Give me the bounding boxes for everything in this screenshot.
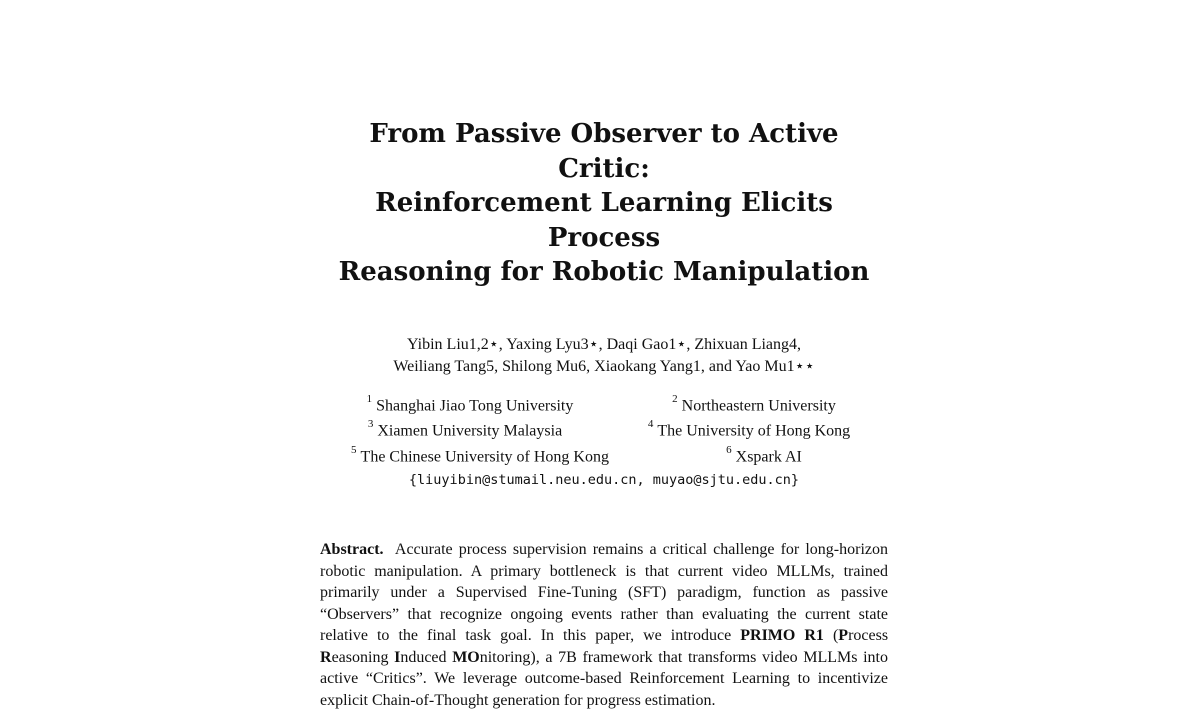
author-line: Yibin Liu1,2⋆, Yaxing Lyu3⋆, Daqi Gao1⋆, Zhixuan Liang4, (406, 335, 802, 353)
contact-email: {liuyibin@stumail.neu.edu.cn, muyao@sjtu.edu.cn} (408, 471, 800, 488)
title-line: Reasoning for Robotic Manipulation (338, 257, 870, 287)
author-line: Weiliang Tang5, Shilong Mu6, Xiaokang Yang1, and Yao Mu1⋆⋆ (393, 358, 815, 375)
paper-first-page (320, 0, 888, 727)
model-name: PRIMO R1 (740, 627, 824, 645)
affiliation-4: $^4$ The University of Hong Kong (647, 418, 851, 440)
paper-title (320, 117, 888, 290)
abstract: Abstract. Accurate process supervision remains a critical challenge for long-horizon robotic manipulation. A primary bottleneck is that current video MLLMs, trained primarily under a Supervised Fine-Tuning (SFT) paradigm, function as passive “Observers” that recognize ongoing events rather than evaluating the current state relative to the final task goal. In this paper, we introduce PRIMO R1 (Process Reasoning Induced MOnitoring), a 7B framework that transforms video MLLMs into active “Critics”. We leverage outcome-based Reinforcement Learning to incentivize explicit Chain-of-Thought generation for progress estimation. (320, 541, 889, 709)
affiliation-1: $^1$ Shanghai Jiao Tong University (366, 392, 574, 414)
affiliations (320, 391, 888, 492)
title-line: From Passive Observer to Active Critic: (369, 119, 839, 184)
arxiv-sidebar-stamp (4, 0, 84, 648)
abstract-label: Abstract. (320, 541, 384, 559)
affiliation-3: $^3$ Xiamen University Malaysia (367, 418, 563, 440)
affiliation-2: $^2$ Northeastern University (672, 392, 836, 414)
affiliation-6: $^6$ Xspark AI (726, 444, 802, 466)
affiliation-5: $^5$ The Chinese University of Hong Kong (351, 444, 609, 466)
author-list (320, 334, 888, 379)
title-line: Reinforcement Learning Elicits Process (375, 188, 833, 253)
